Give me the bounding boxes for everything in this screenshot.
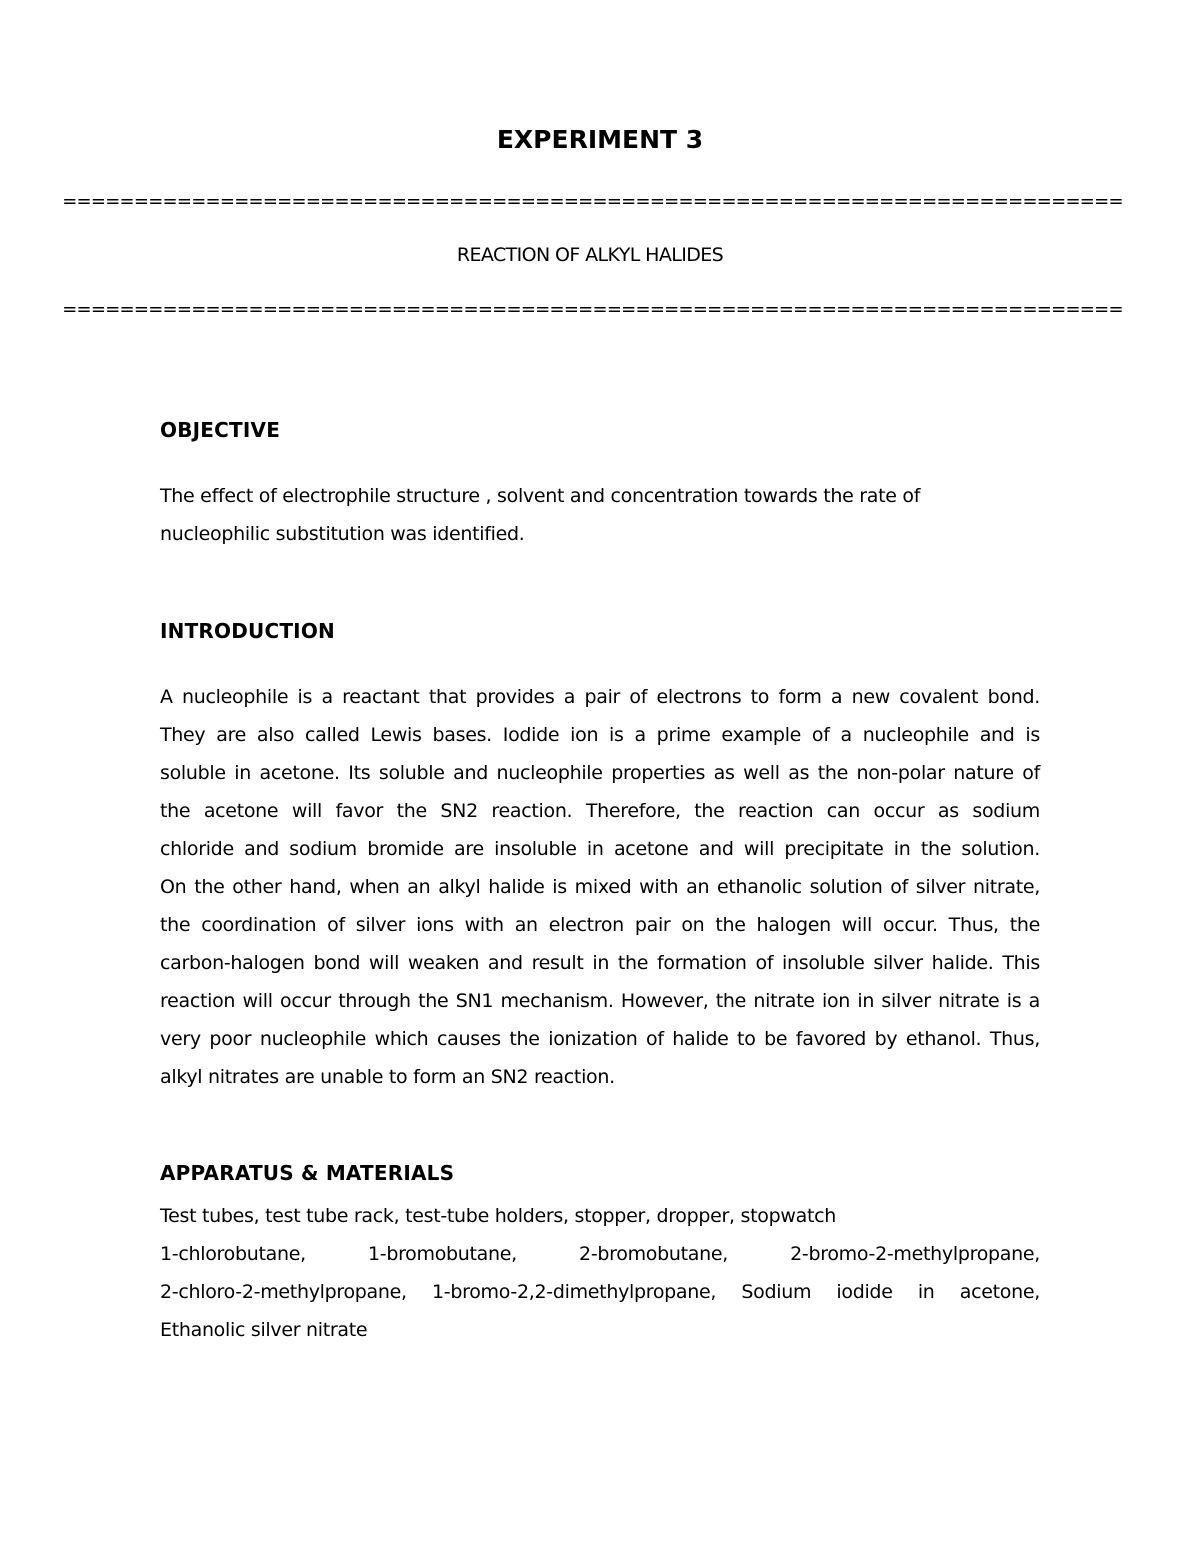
introduction-line: reaction will occur through the SN1 mechanism. However, the nitrate ion in silver nitrate is a [160,990,1040,1012]
document-title: EXPERIMENT 3 [496,125,704,154]
apparatus-paragraph [160,1197,1040,1349]
objective-line: The effect of electrophile structure , solvent and concentration towards the rate of [160,485,921,507]
introduction-line: soluble in acetone. Its soluble and nucleophile properties as well as the non-polar nature of [160,762,1040,784]
introduction-heading: INTRODUCTION [160,619,335,643]
objective-paragraph [160,477,1040,553]
separator-bottom: ========================================================================== [62,299,1123,320]
introduction-line: the acetone will favor the SN2 reaction. Therefore, the reaction can occur as sodium [160,800,1040,822]
introduction-line: chloride and sodium bromide are insoluble in acetone and will precipitate in the solution. [160,838,1040,860]
introduction-line: the coordination of silver ions with an electron pair on the halogen will occur. Thus, the [160,914,1040,936]
objective-line: nucleophilic substitution was identified. [160,523,525,545]
apparatus-heading: APPARATUS & MATERIALS [160,1161,455,1185]
apparatus-line: Test tubes, test tube rack, test-tube holders, stopper, dropper, stopwatch [160,1205,836,1227]
introduction-line: They are also called Lewis bases. Iodide ion is a prime example of a nucleophile and is [160,724,1040,746]
introduction-line: very poor nucleophile which causes the ionization of halide to be favored by ethanol. Thus, [160,1028,1040,1050]
apparatus-line: Ethanolic silver nitrate [160,1319,368,1341]
introduction-paragraph [160,678,1040,1096]
introduction-line: alkyl nitrates are unable to form an SN2 reaction. [160,1066,615,1088]
introduction-line: carbon-halogen bond will weaken and result in the formation of insoluble silver halide. This [160,952,1040,974]
introduction-line: A nucleophile is a reactant that provides a pair of electrons to form a new covalent bond. [160,686,1040,708]
apparatus-line: 1-chlorobutane, 1-bromobutane, 2-bromobutane, 2-bromo-2-methylpropane, [160,1243,1040,1265]
apparatus-line: 2-chloro-2-methylpropane, 1-bromo-2,2-dimethylpropane, Sodium iodide in acetone, [160,1281,1040,1303]
introduction-line: On the other hand, when an alkyl halide is mixed with an ethanolic solution of silver nitrate, [160,876,1040,898]
document-subtitle: REACTION OF ALKYL HALIDES [456,244,724,266]
objective-heading: OBJECTIVE [160,418,281,442]
separator-top: ========================================================================== [62,191,1123,212]
